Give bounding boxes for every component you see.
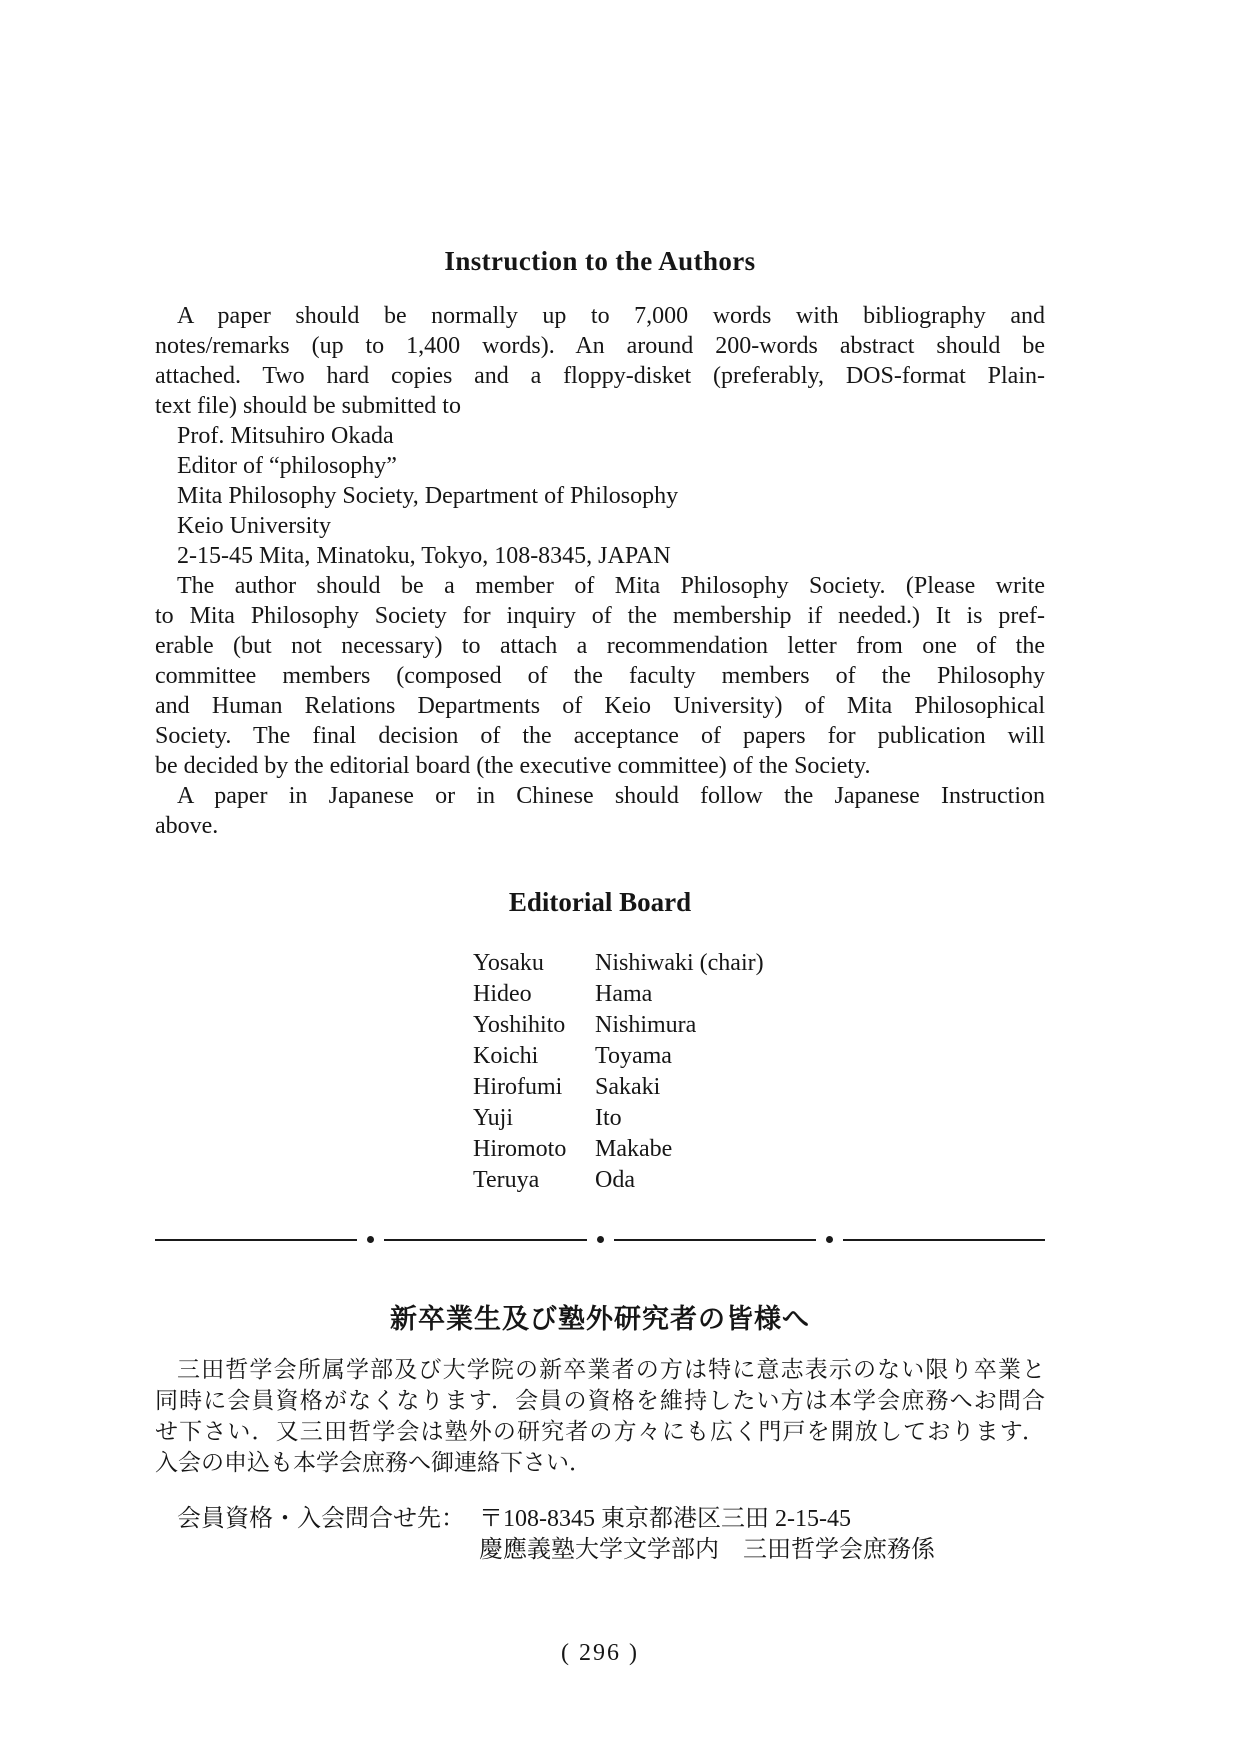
- address-line: 2-15-45 Mita, Minatoku, Tokyo, 108-8345, JAPAN: [177, 543, 671, 569]
- divider-line: [614, 1239, 816, 1241]
- section-divider: [155, 1236, 1045, 1243]
- member-last-name: Toyama: [595, 1043, 672, 1069]
- jp-section-heading: 新卒業生及び塾外研究者の皆様へ: [390, 1304, 810, 1334]
- jp-line: 同時に会員資格がなくなります．会員の資格を維持したい方は本学会庶務へお問合: [155, 1388, 1045, 1413]
- divider-line: [843, 1239, 1045, 1241]
- editorial-board-heading: Editorial Board: [508, 887, 692, 917]
- board-member-row: [473, 1134, 1045, 1165]
- page-number: ( 296 ): [561, 1640, 639, 1666]
- contact-label: 会員資格・入会問合せ先：: [177, 1506, 465, 1532]
- member-last-name: Sakaki: [595, 1074, 661, 1100]
- member-last-name: Hama: [595, 981, 653, 1007]
- member-last-name: Oda: [595, 1167, 635, 1193]
- divider-dot: [826, 1236, 833, 1243]
- board-member-row: [473, 1165, 1045, 1196]
- member-first-name: Yuji: [473, 1105, 514, 1131]
- divider-dot: [367, 1236, 374, 1243]
- address-line: Keio University: [177, 513, 331, 539]
- jp-line: 入会の申込も本学会庶務へ御連絡下さい．: [155, 1450, 592, 1475]
- japanese-note-paragraph: [155, 781, 1045, 841]
- member-first-name: Yoshihito: [473, 1012, 566, 1038]
- note-line: above.: [155, 813, 219, 839]
- contact-line-1: 〒108-8345 東京都港区三田 2-15-45: [479, 1506, 851, 1532]
- divider-line: [155, 1239, 357, 1241]
- board-member-row: [473, 948, 1045, 979]
- page-content: [155, 246, 1045, 1667]
- contact-info: [177, 1504, 1045, 1566]
- membership-line: The author should be a member of Mita Philosophy Society. (Please write: [177, 573, 1045, 599]
- member-first-name: Koichi: [473, 1043, 539, 1069]
- member-last-name: Ito: [595, 1105, 622, 1131]
- jp-line: 三田哲学会所属学部及び大学院の新卒業者の方は特に意志表示のない限り卒業と: [177, 1357, 1045, 1382]
- divider-dot: [597, 1236, 604, 1243]
- board-member-row: [473, 1103, 1045, 1134]
- intro-line: text file) should be submitted to: [155, 393, 461, 419]
- board-member-row: [473, 979, 1045, 1010]
- address-line: Editor of “philosophy”: [177, 453, 397, 479]
- membership-line: and Human Relations Departments of Keio University) of Mita Philosophical: [155, 693, 1045, 719]
- intro-line: A paper should be normally up to 7,000 words with bibliography and: [177, 303, 1045, 329]
- board-member-row: [473, 1010, 1045, 1041]
- intro-line: notes/remarks (up to 1,400 words). An around 200-words abstract should be: [155, 333, 1045, 359]
- submission-address: [155, 421, 1045, 571]
- member-first-name: Yosaku: [473, 950, 544, 976]
- contact-line-2: 慶應義塾大学文学部内 三田哲学会庶務係: [479, 1537, 935, 1563]
- page-title: Instruction to the Authors: [444, 246, 756, 276]
- membership-line: erable (but not necessary) to attach a recommendation letter from one of the: [155, 633, 1045, 659]
- board-member-row: [473, 1041, 1045, 1072]
- intro-paragraph: [155, 301, 1045, 421]
- divider-line: [384, 1239, 586, 1241]
- member-first-name: Teruya: [473, 1167, 540, 1193]
- member-first-name: Hiromoto: [473, 1136, 567, 1162]
- membership-line: be decided by the editorial board (the executive committee) of the Society.: [155, 753, 871, 779]
- address-line: Prof. Mitsuhiro Okada: [177, 423, 394, 449]
- contact-address: [479, 1504, 935, 1566]
- member-last-name: Nishiwaki (chair): [595, 950, 764, 976]
- jp-paragraph: [155, 1354, 1045, 1478]
- note-line: A paper in Japanese or in Chinese should follow the Japanese Instruction: [177, 783, 1045, 809]
- intro-line: attached. Two hard copies and a floppy-disket (preferably, DOS-format Plain-: [155, 363, 1045, 389]
- membership-line: Society. The final decision of the acceptance of papers for publication will: [155, 723, 1045, 749]
- board-member-row: [473, 1072, 1045, 1103]
- editorial-board-list: [473, 948, 1045, 1196]
- member-first-name: Hideo: [473, 981, 532, 1007]
- membership-paragraph: [155, 571, 1045, 781]
- member-last-name: Makabe: [595, 1136, 673, 1162]
- member-first-name: Hirofumi: [473, 1074, 563, 1100]
- membership-line: committee members (composed of the faculty members of the Philosophy: [155, 663, 1045, 689]
- jp-line: せ下さい．又三田哲学会は塾外の研究者の方々にも広く門戸を開放しております．: [155, 1419, 1045, 1444]
- member-last-name: Nishimura: [595, 1012, 697, 1038]
- address-line: Mita Philosophy Society, Department of Philosophy: [177, 483, 679, 509]
- membership-line: to Mita Philosophy Society for inquiry of the membership if needed.) It is pref-: [155, 603, 1045, 629]
